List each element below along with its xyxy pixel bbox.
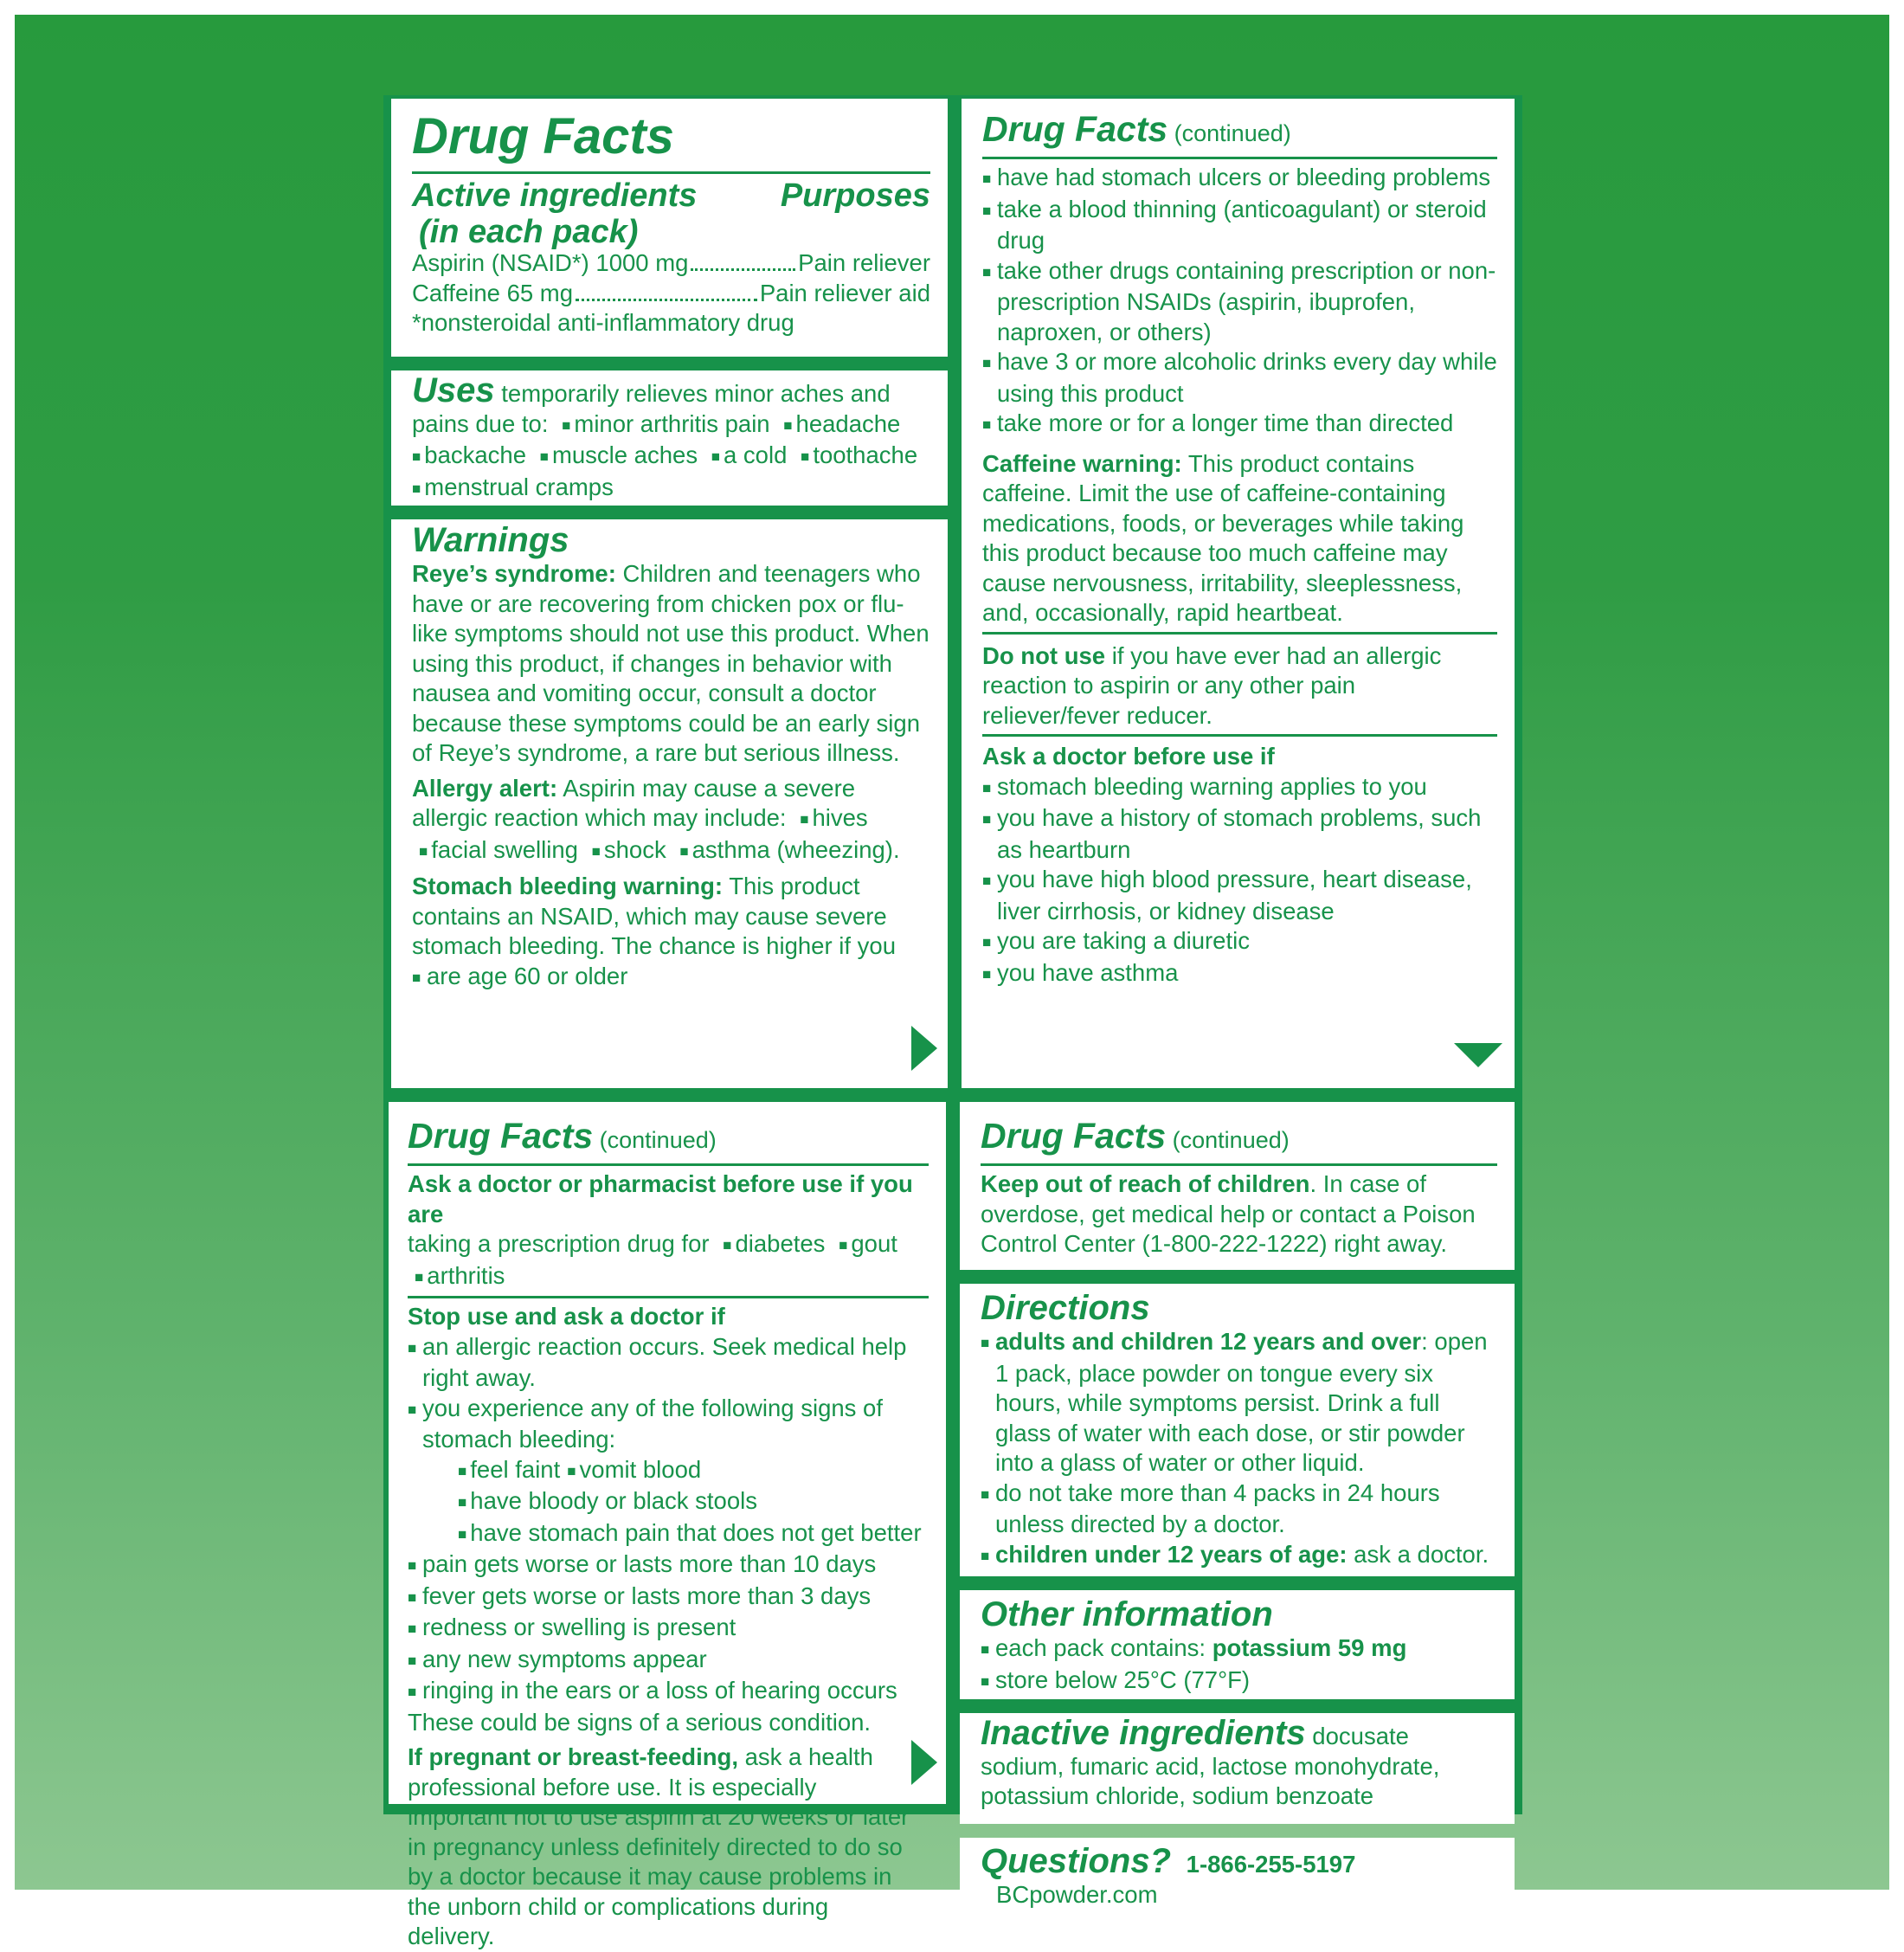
inactive-ingredients-text: docusate sodium, fumaric acid, lactose monohydrate, potassium chloride, sodium benzoate	[981, 1723, 1440, 1809]
drug-facts-title: Drug Facts	[412, 109, 930, 174]
bleeding-sign-row	[408, 1518, 929, 1550]
continued-header	[408, 1116, 929, 1166]
continued-title: Drug Facts	[981, 1116, 1167, 1156]
stop-use-item: ■ fever gets worse or lasts more than 3 days	[408, 1582, 929, 1614]
reye-text: Children and teenagers who have or are recovering from chicken pox or flu-like symptoms should not use this product. When using this product, if changes in behavior with nausea and vomiting occur, consult a doctor because these symptoms could be an early sign of Reye’s syndrome, a rare but serious illness.	[412, 560, 929, 766]
continued-title: Drug Facts	[408, 1116, 594, 1156]
pregnancy-warning	[408, 1743, 929, 1952]
ask-doctor-item: ■ you have high blood pressure, heart disease, liver cirrhosis, or kidney disease	[982, 865, 1497, 926]
ask-doctor-item: ■ you are taking a diuretic	[982, 926, 1497, 958]
allergy-item: ■ facial swelling	[412, 836, 578, 863]
potassium-text: each pack contains:	[995, 1634, 1213, 1661]
other-info-item	[981, 1633, 1497, 1665]
potassium-value: potassium 59 mg	[1212, 1634, 1407, 1661]
caffeine-warning	[982, 449, 1497, 635]
warning-item: ■ have had stomach ulcers or bleeding problems	[982, 163, 1497, 195]
keep-out-of-reach-text	[981, 1169, 1497, 1259]
pharm-item: ■ arthritis	[408, 1262, 505, 1289]
warnings-box	[391, 519, 948, 1088]
use-item: ■ menstrual cramps	[405, 474, 614, 500]
questions-heading: Questions?	[981, 1842, 1172, 1880]
warning-item: ■ take other drugs containing prescription or non-prescription NSAIDs (aspirin, ibuprofen, naproxen, or others)	[982, 256, 1497, 348]
ask-doctor-item: ■ stomach bleeding warning applies to you	[982, 772, 1497, 804]
ingredients-list	[412, 248, 930, 308]
use-item: ■ a cold	[704, 441, 788, 468]
triangle-right-icon	[911, 1026, 937, 1071]
uses-intro: temporarily relieves minor aches and pains due to:	[412, 380, 891, 437]
stop-use-item: ■ ringing in the ears or a loss of hearing occurs	[408, 1676, 929, 1708]
phone-number[interactable]: 1-866-255-5197	[1186, 1851, 1356, 1878]
bleeding-sign: ■ feel faint	[451, 1456, 560, 1483]
triangle-down-icon	[1454, 1043, 1502, 1067]
stomach-item: ■ are age 60 or older	[412, 962, 930, 994]
pharm-item: ■ diabetes	[716, 1230, 825, 1257]
directions-box	[960, 1284, 1515, 1576]
dot-leader	[691, 268, 795, 271]
ingredient-row	[412, 279, 930, 309]
keep-out-of-reach-box	[960, 1102, 1515, 1270]
bleeding-sign: ■ have stomach pain that does not get better	[451, 1519, 922, 1546]
continued-label: (continued)	[1166, 1127, 1290, 1153]
other-information-box	[960, 1590, 1515, 1699]
dot-leader	[576, 299, 757, 301]
continued-label: (continued)	[593, 1127, 717, 1153]
active-ingredients-header	[412, 177, 930, 248]
stop-use-item: ■ pain gets worse or lasts more than 10 days	[408, 1549, 929, 1582]
pregnancy-text: ask a health professional before use. It is especially important not to use aspirin at 20 weeks or later in pregnancy unless definitely directed to do so by a doctor because it may cause problems in the unborn child or complications during delivery.	[408, 1743, 910, 1949]
stomach-label: Stomach bleeding warning:	[412, 873, 724, 899]
inactive-ingredients-box	[960, 1713, 1515, 1824]
inactive-ingredients-heading: Inactive ingredients	[981, 1714, 1306, 1752]
uses-heading: Uses	[412, 371, 495, 409]
use-item: ■ minor arthritis pain	[555, 410, 769, 437]
purposes-heading: Purposes	[780, 177, 930, 214]
bleeding-signs-list	[408, 1455, 929, 1550]
do-not-use-text: if you have ever had an allergic reaction to aspirin or any other pain reliever/fever reducer.	[982, 641, 1442, 729]
allergy-item: ■ shock	[585, 836, 666, 863]
uses-box	[391, 370, 948, 506]
ask-doctor-list	[982, 772, 1497, 990]
warnings-heading: Warnings	[412, 521, 569, 559]
directions-heading: Directions	[981, 1289, 1150, 1327]
website-link[interactable]: BCpowder.com	[996, 1880, 1158, 1908]
ask-pharmacist-section	[408, 1169, 929, 1298]
pharm-item: ■ gout	[832, 1230, 897, 1257]
stop-use-item: ■ you experience any of the following signs of stomach bleeding:	[408, 1394, 929, 1455]
bleeding-sign: ■ vomit blood	[560, 1456, 701, 1483]
reye-syndrome-warning	[412, 559, 930, 769]
ask-pharmacist-heading: Ask a doctor or pharmacist before use if you are	[408, 1170, 913, 1227]
keep-label: Keep out of reach of children	[981, 1170, 1310, 1197]
do-not-use	[982, 641, 1497, 738]
ask-pharmacist-text: taking a prescription drug for	[408, 1230, 710, 1257]
drug-facts-panel	[383, 95, 1522, 1949]
ingredient-purpose: Pain reliever	[798, 249, 930, 276]
footnote: *nonsteroidal anti-inflammatory drug	[412, 309, 794, 336]
bleeding-sign-row	[408, 1486, 929, 1518]
warning-item: ■ take more or for a longer time than directed	[982, 409, 1497, 441]
triangle-right-icon	[911, 1740, 937, 1785]
serious-condition-note: These could be signs of a serious condition.	[408, 1708, 872, 1736]
ingredient-name: Caffeine 65 mg	[412, 279, 574, 306]
reye-label: Reye’s syndrome:	[412, 560, 616, 587]
continued-header	[982, 109, 1497, 159]
direction-limit: ■ do not take more than 4 packs in 24 hours unless directed by a doctor.	[981, 1478, 1497, 1540]
other-info-item: ■ store below 25°C (77°F)	[981, 1665, 1497, 1698]
direction-children	[981, 1540, 1497, 1572]
ask-doctor-item: ■ you have a history of stomach problems, such as heartburn	[982, 803, 1497, 865]
allergy-item: ■ asthma (wheezing).	[672, 836, 899, 863]
children-label: children under 12 years of age:	[995, 1540, 1348, 1568]
continued-title: Drug Facts	[982, 109, 1168, 149]
active-heading-line1: Active ingredients	[412, 177, 698, 214]
bleeding-signs-row	[408, 1455, 929, 1487]
warning-items-list	[982, 163, 1497, 441]
bleeding-sign: ■ have bloody or black stools	[451, 1487, 757, 1514]
stomach-text: This product contains an NSAID, which may cause severe stomach bleeding. The chance is higher if you	[412, 873, 896, 959]
other-information-heading: Other information	[981, 1595, 1273, 1633]
stop-use-heading: Stop use and ask a doctor if	[408, 1303, 725, 1330]
warning-item: ■ take a blood thinning (anticoagulant) or steroid drug	[982, 195, 1497, 256]
stop-use-item: ■ an allergic reaction occurs. Seek medical help right away.	[408, 1332, 929, 1394]
questions-box	[960, 1838, 1515, 1908]
ingredient-name: Aspirin (NSAID*) 1000 mg	[412, 249, 689, 276]
allergy-text: Aspirin may cause a severe allergic reaction which may include:	[412, 774, 856, 831]
stop-use-list-b	[408, 1549, 929, 1708]
ingredient-purpose: Pain reliever aid	[759, 279, 930, 306]
adults-text: : open 1 pack, place powder on tongue every six hours, while symptoms persist. Drink a full glass of water with each dose, or stir powder into a glass of water or other liquid.	[995, 1328, 1488, 1476]
stop-use-item: ■ redness or swelling is present	[408, 1613, 929, 1645]
drug-facts-continued-box-2	[389, 1102, 946, 1949]
stop-use-item: ■ any new symptoms appear	[408, 1645, 929, 1677]
drug-facts-continued-box-1	[962, 99, 1515, 1088]
keep-text: . In case of overdose, get medical help or contact a Poison Control Center (1-800-222-1222) right away.	[981, 1170, 1476, 1257]
direction-adults	[981, 1327, 1497, 1478]
adults-label: adults and children 12 years and over	[995, 1328, 1422, 1355]
use-item: ■ backache	[405, 441, 526, 468]
continued-label: (continued)	[1167, 120, 1291, 146]
ask-doctor-item: ■ you have asthma	[982, 958, 1497, 990]
ask-doctor-heading: Ask a doctor before use if	[982, 743, 1275, 770]
active-ingredients-box	[391, 99, 948, 357]
children-text: ask a doctor.	[1347, 1540, 1489, 1568]
pregnancy-label: If pregnant or breast-feeding,	[408, 1743, 738, 1770]
continued-header	[981, 1116, 1497, 1166]
caffeine-text: This product contains caffeine. Limit the use of caffeine-containing medications, foods, or beverages while taking this product because too much caffeine may cause nervousness, irritability, sleeplessness, and, occasionally, rapid heartbeat.	[982, 449, 1464, 626]
allergy-label: Allergy alert:	[412, 774, 558, 802]
allergy-alert	[412, 774, 930, 867]
warning-item: ■ have 3 or more alcoholic drinks every day while using this product	[982, 347, 1497, 409]
ingredient-row	[412, 248, 930, 279]
use-item: ■ muscle aches	[533, 441, 698, 468]
active-heading-line2: (in each pack)	[419, 214, 639, 250]
caffeine-label: Caffeine warning:	[982, 449, 1182, 477]
stomach-bleeding-warning	[412, 872, 930, 962]
do-not-use-label: Do not use	[982, 641, 1106, 669]
use-item: ■ toothache	[794, 441, 917, 468]
allergy-item: ■ hives	[793, 804, 867, 831]
use-item: ■ headache	[776, 410, 900, 437]
stop-use-list-a	[408, 1332, 929, 1455]
